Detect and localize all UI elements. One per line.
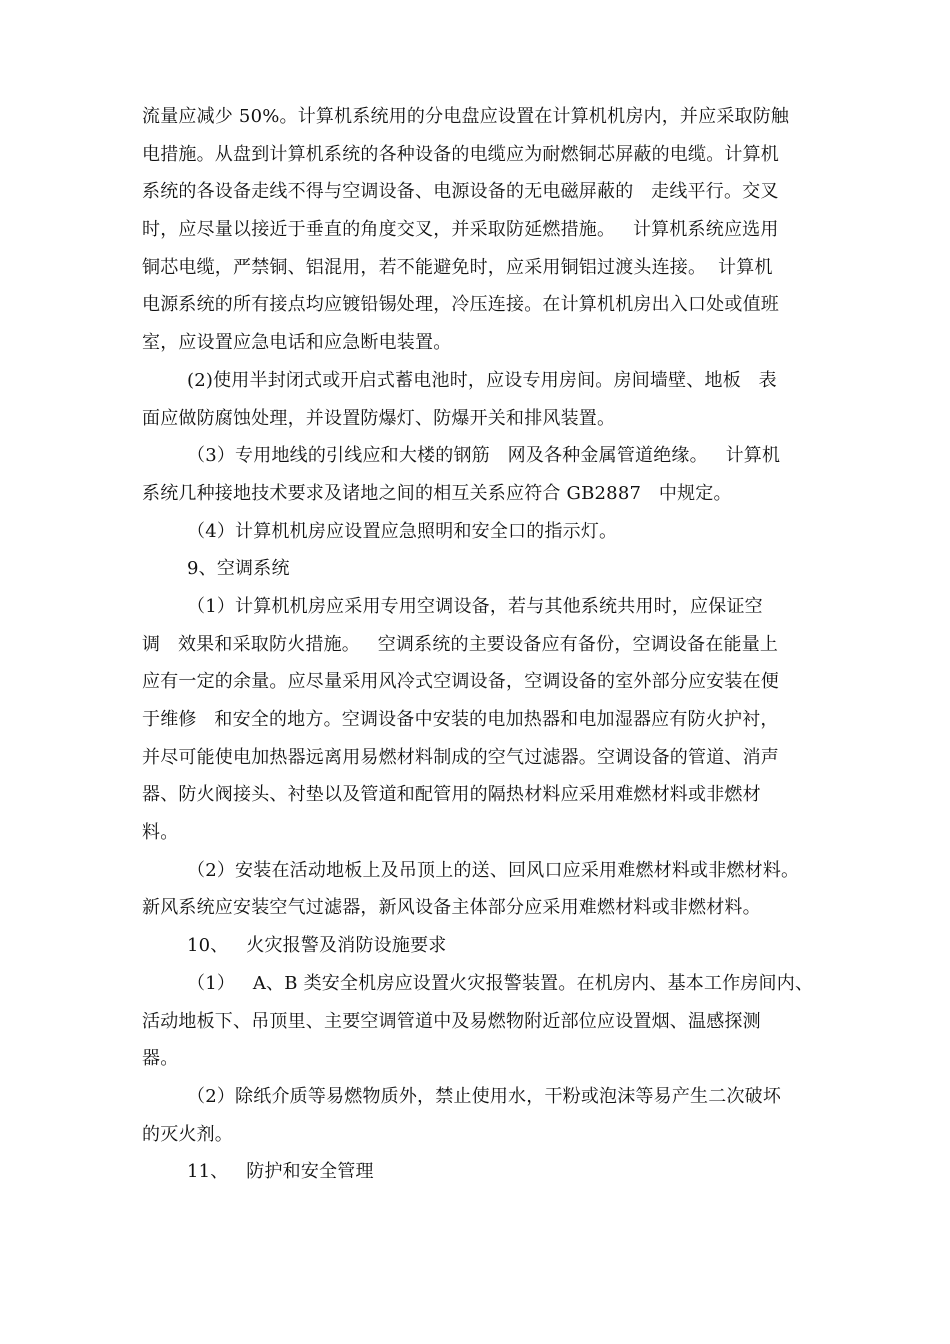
text-line: （3）专用地线的引线应和大楼的钢筋 网及各种金属管道绝缘。 计算机 bbox=[187, 445, 781, 467]
text-line: 系统几种接地技术要求及诸地之间的相互关系应符合 GB2887 中规定。 bbox=[142, 482, 732, 504]
text-line: 新风系统应安装空气过滤器，新风设备主体部分应采用难燃材料或非燃材料。 bbox=[142, 897, 761, 919]
text-line: 器。 bbox=[142, 1048, 179, 1070]
text-line: 流量应减少 50%。计算机系统用的分电盘应设置在计算机机房内，并应采取防触 bbox=[142, 106, 790, 127]
text-line: 铜芯电缆，严禁铜、铝混用，若不能避免时，应采用铜铝过渡头连接。 计算机 bbox=[142, 256, 773, 278]
text-line: 并尽可能使电加热器远离用易燃材料制成的空气过滤器。空调设备的管道、消声 bbox=[142, 746, 779, 768]
text-line: 10、 火灾报警及消防设施要求 bbox=[187, 935, 447, 957]
text-line: 9、空调系统 bbox=[187, 558, 290, 580]
text-line: （1） A、B 类安全机房应设置火灾报警装置。在机房内、基本工作房间内、 bbox=[187, 972, 814, 994]
text-line: 系统的各设备走线不得与空调设备、电源设备的无电磁屏蔽的 走线平行。交叉 bbox=[142, 181, 779, 203]
text-line: 器、防火阀接头、衬垫以及管道和配管用的隔热材料应采用难燃材料或非燃材 bbox=[142, 784, 761, 806]
text-line: 面应做防腐蚀处理，并设置防爆灯、防爆开关和排风装置。 bbox=[142, 407, 616, 429]
text-line: 电源系统的所有接点均应镀铅锡处理，冷压连接。在计算机机房出入口处或值班 bbox=[142, 294, 779, 316]
text-line: （4）计算机机房应设置应急照明和安全口的指示灯。 bbox=[187, 520, 618, 542]
text-line: （2）除纸介质等易燃物质外，禁止使用水，干粉或泡沫等易产生二次破坏 bbox=[187, 1085, 782, 1107]
text-line: 于维修 和安全的地方。空调设备中安装的电加热器和电加湿器应有防火护衬， bbox=[142, 709, 779, 730]
text-line: 时，应尽量以接近于垂直的角度交叉，并采取防延燃措施。 计算机系统应选用 bbox=[142, 219, 779, 241]
text-line: （2）安装在活动地板上及吊顶上的送、回风口应采用难燃材料或非燃材料。 bbox=[187, 859, 800, 881]
text-line: 应有一定的余量。应尽量采用风冷式空调设备，空调设备的室外部分应安装在便 bbox=[142, 671, 779, 693]
text-line: 料。 bbox=[142, 822, 179, 844]
text-line: 的灭火剂。 bbox=[142, 1123, 233, 1145]
text-line: （1）计算机机房应采用专用空调设备，若与其他系统共用时，应保证空 bbox=[187, 595, 763, 617]
text-line: 活动地板下、吊顶里、主要空调管道中及易燃物附近部位应设置烟、温感探测 bbox=[142, 1010, 761, 1032]
text-line: 11、 防护和安全管理 bbox=[187, 1161, 374, 1183]
text-line: 室，应设置应急电话和应急断电装置。 bbox=[142, 332, 452, 354]
text-line: 电措施。从盘到计算机系统的各种设备的电缆应为耐燃铜芯屏蔽的电缆。计算机 bbox=[142, 143, 779, 165]
text-line: (2)使用半封闭式或开启式蓄电池时，应设专用房间。房间墙壁、地板 表 bbox=[187, 369, 777, 391]
document-body bbox=[142, 98, 822, 1191]
text-line: 调 效果和采取防火措施。 空调系统的主要设备应有备份，空调设备在能量上 bbox=[142, 633, 779, 655]
